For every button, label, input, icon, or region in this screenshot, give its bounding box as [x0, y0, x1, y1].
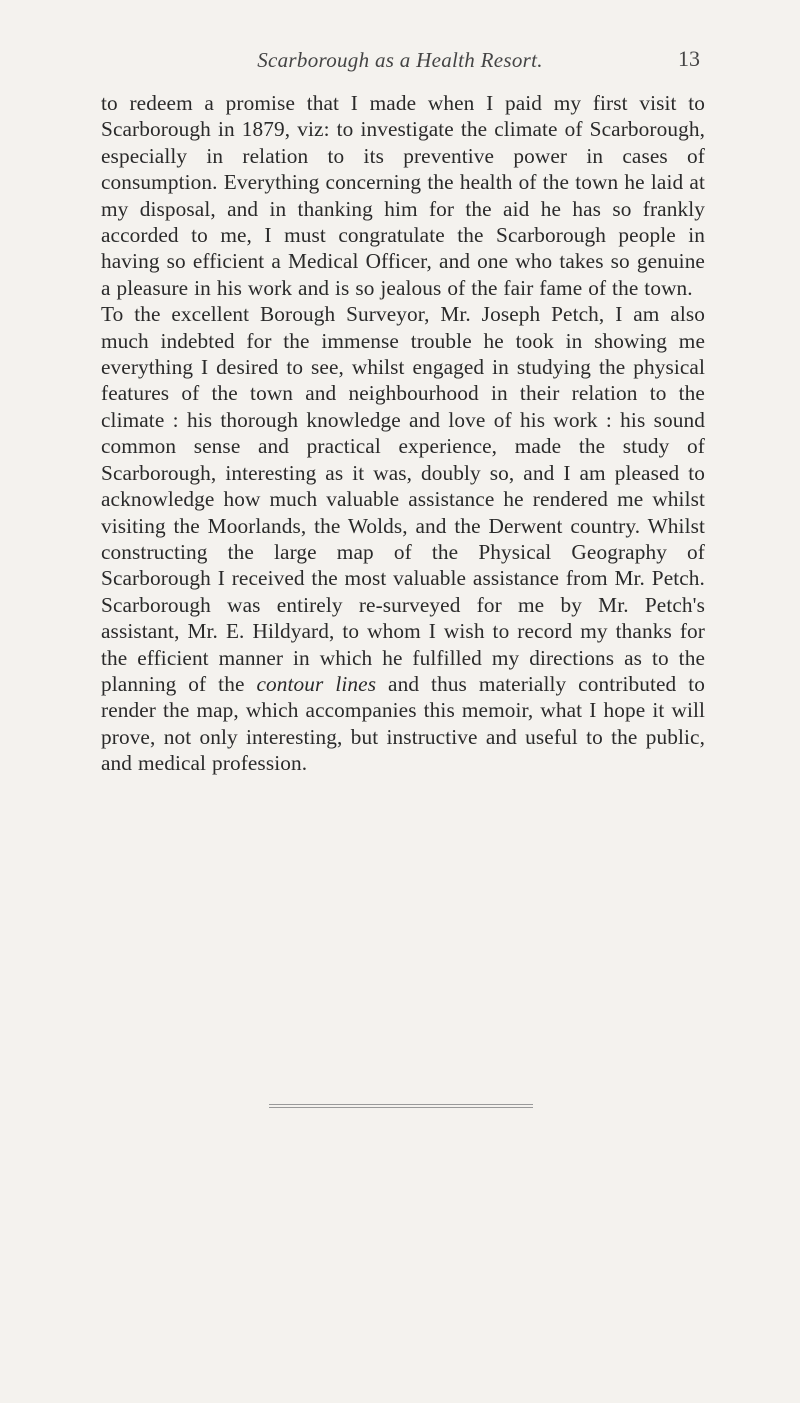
paragraph-1-text: to redeem a promise that I made when I paid my first visit to Scarborough in 1879, viz: to investigate the climate of Scarborough, especially in relation to its preventive power in cases of consumption. Everything concerning the health of the town he laid at my disposal, and in thanking him for the aid he has so frankly accorded to me, I must congratulate the Scarborough people in having so efficient a Medical Officer, and one who takes so genuine a pleasure in his work and is so jealous of the fair fame of the town.	[101, 91, 705, 300]
running-title: Scarborough as a Health Resort.	[257, 48, 543, 72]
paragraph-2-text-start: To the excellent Borough Surveyor, Mr. Joseph Petch, I am also much indebted for the immense trouble he took in showing me everything I desired to see, whilst engaged in studying the physical features of the town and neighbourhood in their relation to the climate : his thorough knowledge and love of his work : his sound common sense and practical experience, made the study of Scarborough, interesting as it was, doubly so, and I am pleased to acknowledge how much valuable assistance he rendered me whilst visiting the Moorlands, the Wolds, and the Derwent country. Whilst constructing the large map of the Physical Geography of Scarborough I received the most valuable assistance from Mr. Petch. Scarborough was entirely re-surveyed for me by Mr. Petch's assistant, Mr. E. Hildyard, to whom I wish to record my thanks for the efficient manner in which he fulfilled my directions as to the planning of the	[101, 302, 705, 696]
body-text	[101, 90, 705, 777]
page-number: 13	[678, 46, 700, 71]
paragraph-2	[101, 301, 705, 776]
paragraph-2-text-end: and thus materially contributed to render the map, which accompanies this memoir, what I hope it will prove, not only interesting, but instructive and useful to the public, and medical profession.	[101, 671, 705, 776]
running-head	[100, 44, 700, 78]
paragraph-1	[101, 90, 705, 301]
section-end-rule	[269, 1104, 533, 1108]
contour-lines-emphasis: contour lines	[256, 671, 377, 696]
